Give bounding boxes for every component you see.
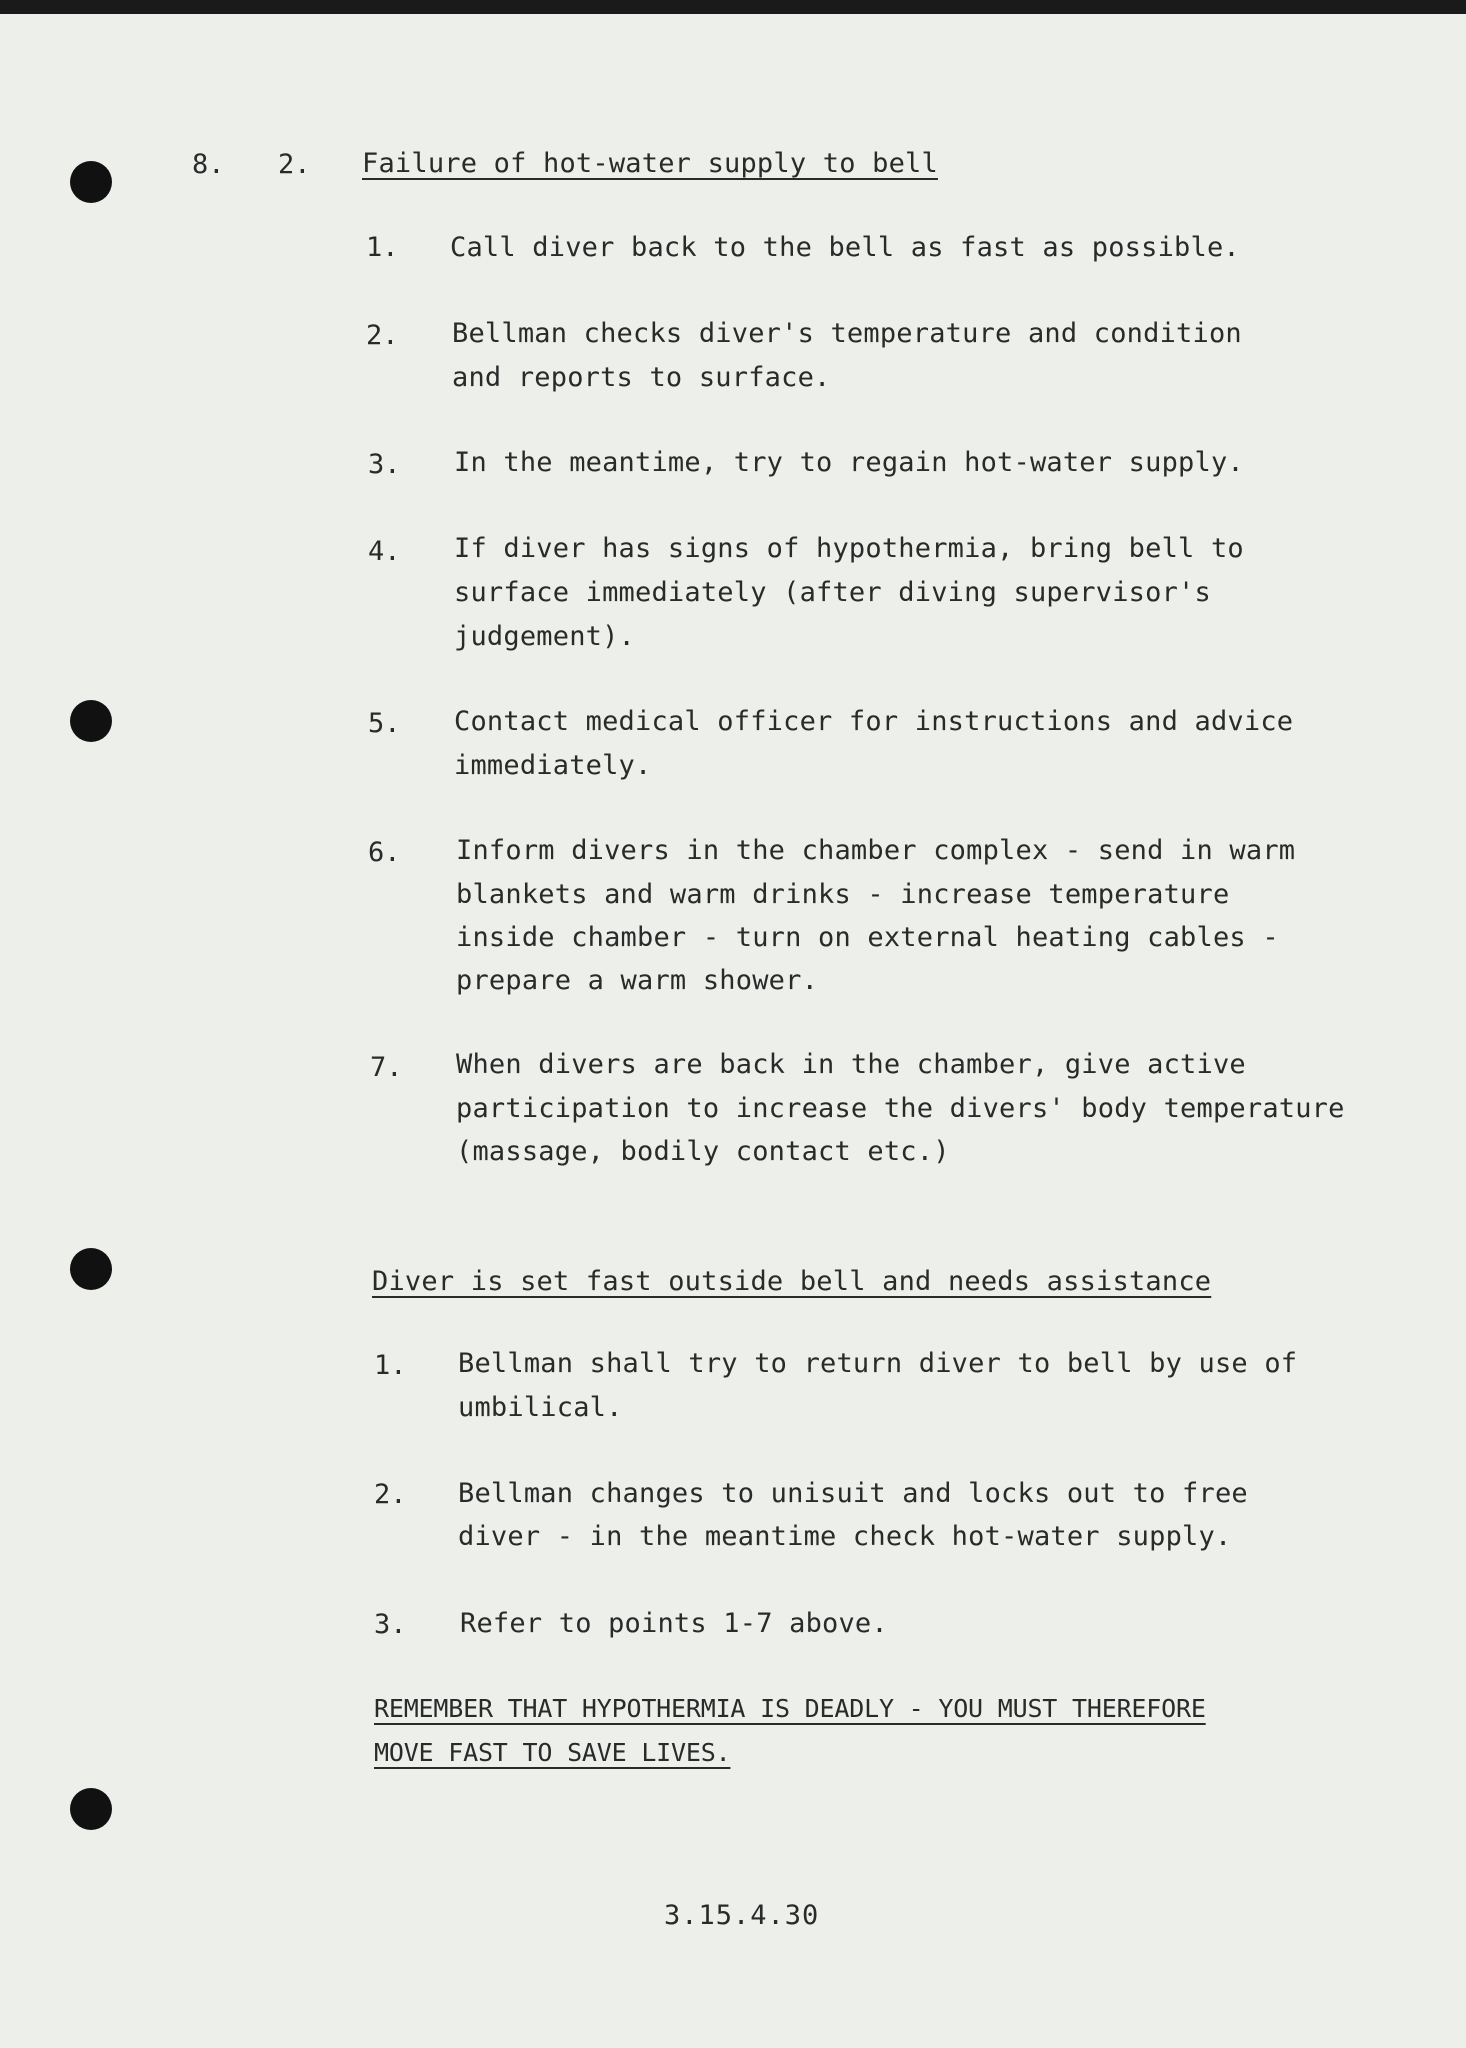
item-number: 1. xyxy=(374,1350,407,1381)
section-title: Failure of hot-water supply to bell xyxy=(362,148,938,179)
item-text-line: judgement). xyxy=(454,621,636,652)
item-number: 3. xyxy=(374,1609,407,1640)
subsection-title: Diver is set fast outside bell and needs assistance xyxy=(372,1266,1212,1297)
section-number-minor: 2. xyxy=(278,149,311,180)
item-text-line: Bellman checks diver's temperature and condition xyxy=(452,318,1242,349)
item-text-line: When divers are back in the chamber, give active xyxy=(456,1049,1246,1080)
item-text-line: blankets and warm drinks - increase temperature xyxy=(456,879,1230,910)
item-number: 5. xyxy=(368,708,401,739)
item-number: 1. xyxy=(366,232,399,263)
item-text-line: diver - in the meantime check hot-water supply. xyxy=(458,1521,1232,1552)
item-text-line: umbilical. xyxy=(458,1392,623,1423)
punch-hole xyxy=(70,1248,112,1290)
item-text-line: inside chamber - turn on external heating cables - xyxy=(456,922,1279,953)
item-text-line: Call diver back to the bell as fast as possible. xyxy=(450,232,1240,263)
item-number: 2. xyxy=(366,320,399,351)
item-text-line: participation to increase the divers' body temperature xyxy=(456,1093,1345,1124)
item-text-line: surface immediately (after diving supervisor's xyxy=(454,577,1211,608)
item-number: 3. xyxy=(368,449,401,480)
item-text-line: immediately. xyxy=(454,750,652,781)
punch-hole xyxy=(70,1788,112,1830)
item-number: 4. xyxy=(368,536,401,567)
item-text-line: Contact medical officer for instructions and advice xyxy=(454,706,1294,737)
item-text-line: If diver has signs of hypothermia, bring bell to xyxy=(454,533,1244,564)
item-text-line: and reports to surface. xyxy=(452,362,831,393)
warning-line: REMEMBER THAT HYPOTHERMIA IS DEADLY - YOU MUST THEREFORE xyxy=(374,1694,1206,1723)
item-number: 7. xyxy=(370,1052,403,1083)
page-reference: 3.15.4.30 xyxy=(664,1900,820,1931)
item-text-line: Bellman shall try to return diver to bell by use of xyxy=(458,1348,1298,1379)
item-number: 6. xyxy=(368,837,401,868)
warning-line: MOVE FAST TO SAVE LIVES. xyxy=(374,1738,731,1767)
punch-hole xyxy=(70,700,112,742)
item-text-line: Refer to points 1-7 above. xyxy=(460,1608,888,1639)
punch-hole xyxy=(70,161,112,203)
item-text-line: Inform divers in the chamber complex - send in warm xyxy=(456,835,1296,866)
item-number: 2. xyxy=(374,1479,407,1510)
item-text-line: In the meantime, try to regain hot-water supply. xyxy=(454,447,1244,478)
item-text-line: (massage, bodily contact etc.) xyxy=(456,1136,950,1167)
item-text-line: Bellman changes to unisuit and locks out to free xyxy=(458,1478,1248,1509)
item-text-line: prepare a warm shower. xyxy=(456,965,819,996)
section-number-major: 8. xyxy=(192,149,225,180)
